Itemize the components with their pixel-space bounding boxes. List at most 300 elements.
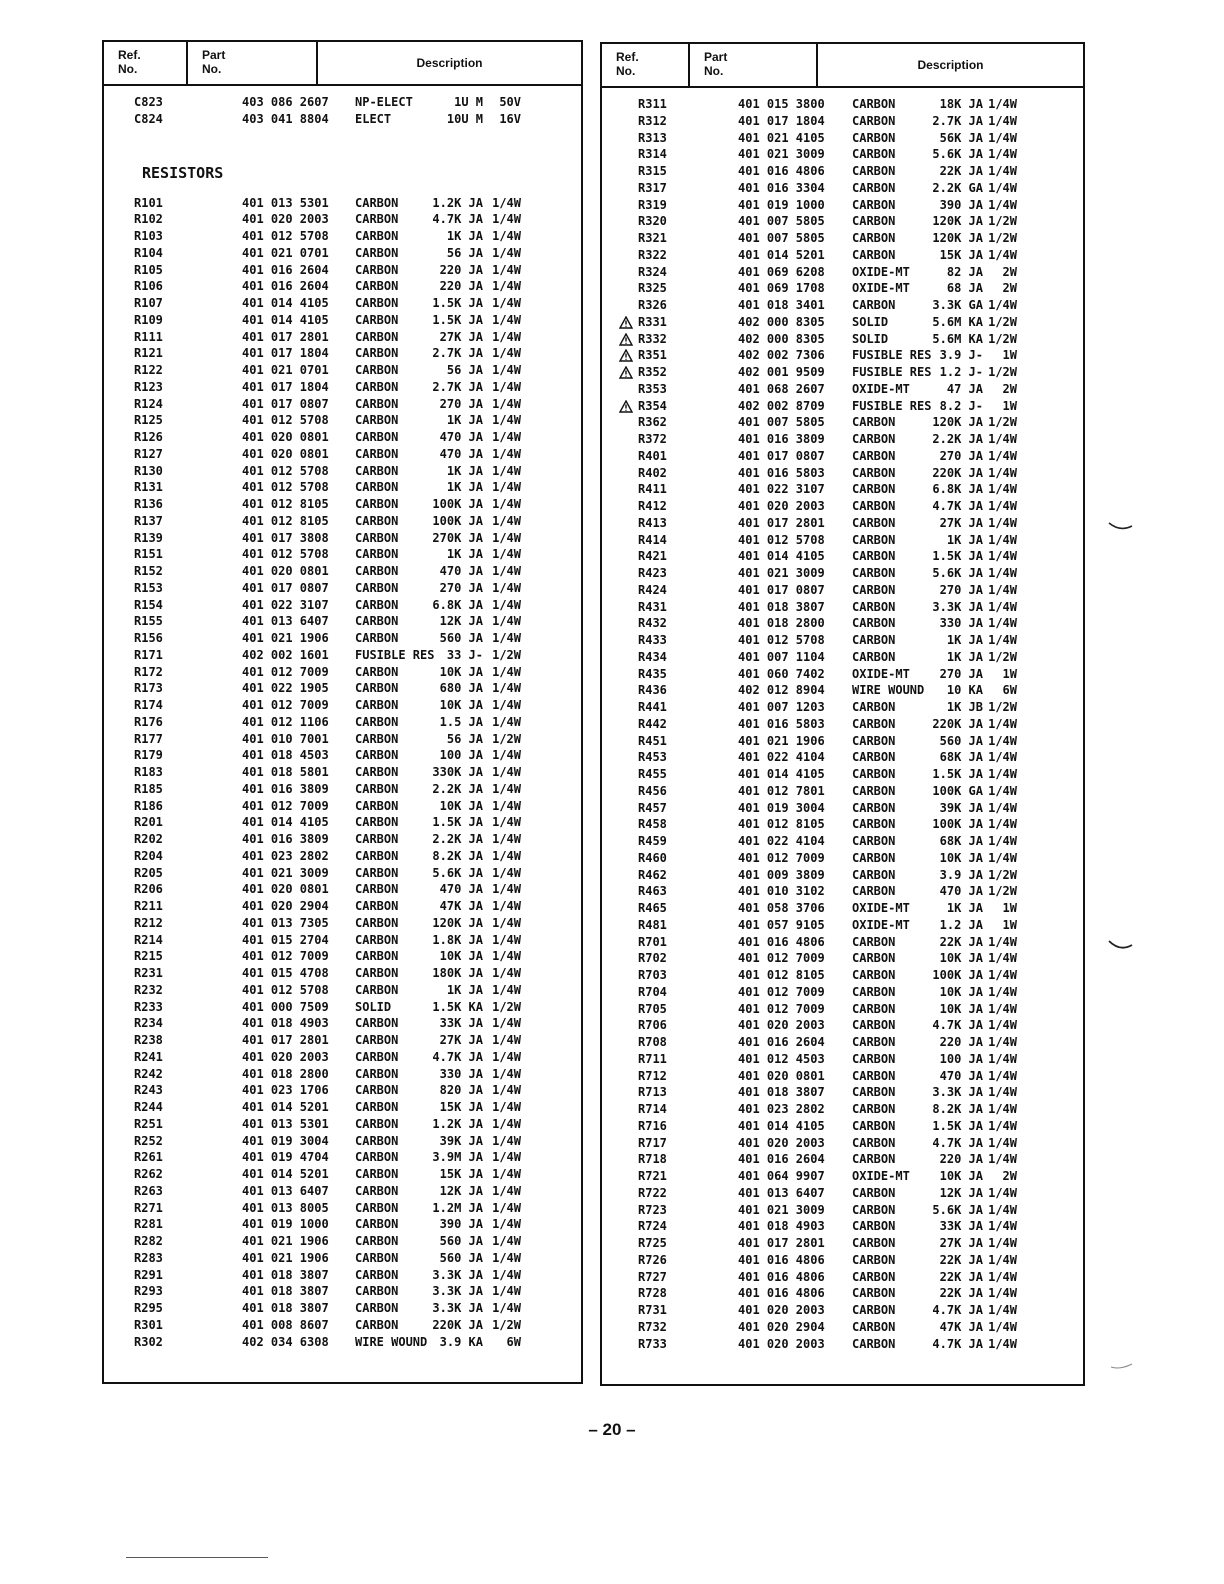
table-row <box>602 816 1083 833</box>
description: CARBON <box>355 765 399 779</box>
rating: 1/4W <box>988 298 1017 312</box>
table-row <box>602 481 1083 498</box>
part-no: 401 019 1000 <box>738 197 825 212</box>
ref-no: R442 <box>638 716 667 731</box>
rating: 1/4W <box>492 664 521 679</box>
part-no: 401 014 4105 <box>242 296 329 310</box>
rating: 1/4W <box>988 733 1017 748</box>
part-no: 401 019 4704 <box>242 1150 329 1165</box>
table-row <box>602 230 1083 247</box>
description: CARBON <box>355 1317 399 1332</box>
value: 39K JA <box>939 800 983 815</box>
part-no: 401 020 2003 <box>738 1135 825 1150</box>
ref-no: R291 <box>134 1267 163 1282</box>
ref-no: R231 <box>134 966 163 980</box>
value: 5.6K JA <box>932 566 983 580</box>
value: 4.7K JA <box>932 499 983 513</box>
value: 220 JA <box>439 262 483 277</box>
value: 100K JA <box>432 497 483 511</box>
ref-no: R171 <box>134 647 163 662</box>
value: 5.6M KA <box>932 314 983 329</box>
table-row <box>602 1202 1083 1219</box>
rating: 1/4W <box>492 597 521 612</box>
rating: 1/2W <box>492 999 521 1014</box>
ref-no: R174 <box>134 698 163 712</box>
value: 1K JA <box>446 413 483 428</box>
table-row <box>104 814 581 831</box>
ref-no: R712 <box>638 1068 667 1083</box>
part-no: 401 012 8105 <box>738 817 825 832</box>
value: 680 JA <box>439 681 483 696</box>
description: CARBON <box>355 966 399 980</box>
description: SOLID <box>852 314 889 329</box>
part-no: 401 013 6407 <box>738 1185 825 1200</box>
ref-no: R111 <box>134 329 163 344</box>
rating: 1/4W <box>492 932 521 947</box>
ref-no: R244 <box>134 1100 163 1114</box>
value: 27K JA <box>939 515 983 530</box>
value: 470 JA <box>439 882 483 897</box>
part-no: 401 016 3809 <box>242 781 329 796</box>
description: CARBON <box>355 949 399 964</box>
table-row <box>104 94 581 111</box>
description: OXIDE-MT <box>852 264 910 279</box>
table-row <box>602 398 1083 415</box>
table-row <box>104 915 581 932</box>
table-row <box>104 781 581 798</box>
rating: 1/4W <box>492 564 521 578</box>
table-row <box>104 613 581 630</box>
description: CARBON <box>852 599 896 614</box>
description: CARBON <box>852 649 896 664</box>
rating: 1/4W <box>988 633 1017 647</box>
rating: 1/4W <box>988 566 1017 580</box>
rating: 1/4W <box>988 1051 1017 1066</box>
rating: 1/4W <box>492 848 521 863</box>
value: 1K JA <box>946 901 983 915</box>
table-row <box>104 982 581 999</box>
ref-no: R130 <box>134 463 163 478</box>
ref-no: R353 <box>638 381 667 396</box>
part-no: 401 017 2801 <box>242 1033 329 1047</box>
value: 10K JA <box>939 984 983 999</box>
part-no: 401 012 5708 <box>242 463 329 478</box>
ref-no: R314 <box>638 147 667 162</box>
description: CARBON <box>355 815 399 830</box>
description: CARBON <box>355 379 399 394</box>
value: 56 JA <box>446 731 483 746</box>
description: CARBON <box>355 1133 399 1148</box>
part-no: 401 016 4806 <box>738 934 825 949</box>
description: CARBON <box>355 1284 399 1299</box>
description: CARBON <box>852 1085 896 1100</box>
rating: 1/4W <box>492 714 521 729</box>
table-row <box>104 245 581 262</box>
description: CARBON <box>852 700 896 714</box>
table-row <box>602 850 1083 867</box>
rating: 1/4W <box>988 767 1017 781</box>
part-no: 401 018 2800 <box>738 616 825 631</box>
rating: 6W <box>1002 683 1017 698</box>
value: 10K JA <box>439 664 483 679</box>
rating: 1/4W <box>988 800 1017 815</box>
rating: 1/2W <box>988 214 1017 229</box>
ref-no: R372 <box>638 432 667 446</box>
description: CARBON <box>355 698 399 712</box>
description: CARBON <box>355 614 399 629</box>
part-no: 401 012 7009 <box>242 698 329 712</box>
rating: 1W <box>1002 398 1017 413</box>
table-row <box>104 1300 581 1317</box>
rating: 1/2W <box>492 1317 521 1332</box>
value: 220 JA <box>939 1035 983 1049</box>
rating: 1/4W <box>492 195 521 210</box>
ref-no: R201 <box>134 815 163 830</box>
part-no: 401 012 8105 <box>738 968 825 982</box>
part-no: 401 018 4903 <box>242 1016 329 1031</box>
ref-no: R155 <box>134 614 163 629</box>
value: 1.5K JA <box>432 312 483 327</box>
description: CARBON <box>852 247 896 262</box>
part-no: 401 019 1000 <box>242 1217 329 1232</box>
table-row <box>602 565 1083 582</box>
rating: 1/4W <box>492 513 521 528</box>
value: 4.7K JA <box>432 1049 483 1064</box>
value: 15K JA <box>439 1100 483 1114</box>
value: 4.7K JA <box>932 1135 983 1150</box>
part-no: 401 008 8607 <box>242 1317 329 1332</box>
value: 56 JA <box>446 363 483 377</box>
part-no: 402 002 1601 <box>242 647 329 662</box>
table-row <box>602 1017 1083 1034</box>
value: 3.9 J- <box>939 348 983 363</box>
table-row <box>602 1084 1083 1101</box>
ref-no: R261 <box>134 1150 163 1165</box>
part-no: 401 016 2604 <box>242 262 329 277</box>
table-row <box>104 1133 581 1150</box>
table-row <box>602 666 1083 683</box>
table-row <box>104 714 581 731</box>
description: CARBON <box>852 1286 896 1301</box>
value: 100 JA <box>939 1051 983 1066</box>
rating: 1/4W <box>988 482 1017 497</box>
rating: 1/4W <box>492 899 521 913</box>
table-row <box>602 749 1083 766</box>
part-no: 401 017 1804 <box>738 113 825 128</box>
value: 120K JA <box>932 415 983 430</box>
description: CARBON <box>852 415 896 430</box>
description: OXIDE-MT <box>852 901 910 915</box>
rating: 1/4W <box>988 465 1017 480</box>
table-row <box>602 314 1083 331</box>
ref-no: R315 <box>638 164 667 178</box>
ref-no: R704 <box>638 984 667 999</box>
table-row <box>104 932 581 949</box>
rating: 6W <box>506 1334 521 1349</box>
part-no: 401 012 7009 <box>738 1001 825 1016</box>
ref-no: R432 <box>638 616 667 631</box>
table-row <box>602 867 1083 884</box>
description: CARBON <box>355 564 399 578</box>
description: CARBON <box>852 432 896 446</box>
table-row <box>602 548 1083 565</box>
part-no: 401 016 2604 <box>738 1035 825 1049</box>
description: OXIDE-MT <box>852 381 910 396</box>
rating: 1/2W <box>988 314 1017 329</box>
ref-no: R453 <box>638 750 667 765</box>
value: 820 JA <box>439 1083 483 1098</box>
value: 4.7K JA <box>932 1336 983 1351</box>
value: 8.2 J- <box>939 398 983 413</box>
table-header <box>104 42 581 86</box>
part-no: 403 086 2607 <box>242 95 329 109</box>
part-no: 401 017 3808 <box>242 530 329 545</box>
ref-no: R731 <box>638 1303 667 1317</box>
ref-no: R232 <box>134 982 163 997</box>
value: 3.3K JA <box>432 1267 483 1282</box>
table-row <box>602 733 1083 750</box>
table-row <box>104 496 581 513</box>
part-no: 402 002 8709 <box>738 398 825 413</box>
ref-no: R441 <box>638 700 667 714</box>
table-row <box>104 965 581 982</box>
table-row <box>602 934 1083 951</box>
part-no: 401 012 5708 <box>242 229 329 243</box>
rating: 1/2W <box>988 700 1017 714</box>
description: CARBON <box>355 865 399 880</box>
description: CARBON <box>852 231 896 245</box>
ref-no: R214 <box>134 932 163 947</box>
table-row <box>104 1149 581 1166</box>
table-row <box>104 764 581 781</box>
ref-no: R252 <box>134 1133 163 1148</box>
value: 1.2M JA <box>432 1200 483 1215</box>
ref-no: R151 <box>134 547 163 562</box>
table-row <box>104 1334 581 1351</box>
ref-no: R211 <box>134 899 163 913</box>
table-row <box>602 347 1083 364</box>
part-no: 401 012 7009 <box>738 951 825 966</box>
part-no: 401 016 3809 <box>242 832 329 846</box>
rating: 1/4W <box>492 1167 521 1181</box>
part-no: 401 013 5301 <box>242 195 329 210</box>
description: CARBON <box>852 1068 896 1083</box>
value: 2.2K JA <box>432 832 483 846</box>
ref-no: R705 <box>638 1001 667 1016</box>
ref-no: R481 <box>638 917 667 932</box>
description: CARBON <box>355 279 399 294</box>
part-no: 401 060 7402 <box>738 666 825 681</box>
table-row <box>104 831 581 848</box>
value: 1.5K JA <box>932 549 983 564</box>
safety-warning-icon <box>619 349 633 362</box>
description: CARBON <box>355 848 399 863</box>
table-row <box>104 530 581 547</box>
ref-no: R702 <box>638 951 667 966</box>
part-no: 401 012 8105 <box>242 513 329 528</box>
value: 33K JA <box>439 1016 483 1031</box>
table-row <box>104 848 581 865</box>
part-no: 401 020 2904 <box>738 1319 825 1334</box>
rating: 1/4W <box>988 1336 1017 1351</box>
value: 220K JA <box>432 1317 483 1332</box>
description: CARBON <box>852 733 896 748</box>
value: 1K JA <box>446 547 483 562</box>
part-no: 401 010 3102 <box>738 884 825 899</box>
description: CARBON <box>852 1336 896 1351</box>
ref-no: R186 <box>134 798 163 813</box>
description: CARBON <box>852 298 896 312</box>
description: CARBON <box>355 312 399 327</box>
description: CARBON <box>852 1185 896 1200</box>
description: CARBON <box>852 566 896 580</box>
ref-no: R431 <box>638 599 667 614</box>
description: CARBON <box>355 1217 399 1232</box>
header-part-label: Part <box>202 48 226 62</box>
part-no: 401 007 1203 <box>738 700 825 714</box>
ref-no: R243 <box>134 1083 163 1098</box>
ref-no: R131 <box>134 480 163 495</box>
ref-no: R154 <box>134 597 163 612</box>
part-no: 401 021 3009 <box>738 1202 825 1217</box>
description: CARBON <box>355 1049 399 1064</box>
value: 3.9 KA <box>439 1334 483 1349</box>
value: 4.7K JA <box>432 212 483 227</box>
rating: 1/4W <box>492 1217 521 1232</box>
part-no: 401 012 7009 <box>738 850 825 865</box>
value: 470 JA <box>939 884 983 899</box>
value: 1K JA <box>946 633 983 647</box>
part-no: 401 012 7009 <box>242 664 329 679</box>
header-part-label: Part <box>704 50 728 64</box>
table-row <box>104 211 581 228</box>
table-row <box>602 280 1083 297</box>
part-no: 401 021 1906 <box>242 631 329 645</box>
table-row <box>602 448 1083 465</box>
part-no: 401 014 4105 <box>738 1118 825 1133</box>
ref-no: R455 <box>638 767 667 781</box>
page-number: – 20 – <box>588 1420 636 1439</box>
header-ref-no-label: No. <box>616 64 636 78</box>
rating: 1/4W <box>492 580 521 595</box>
table-row <box>104 597 581 614</box>
part-no: 401 013 6407 <box>242 614 329 629</box>
rating: 2W <box>1002 381 1017 396</box>
part-no: 401 007 5805 <box>738 214 825 229</box>
value: 270 JA <box>939 448 983 463</box>
part-no: 401 012 7009 <box>242 949 329 964</box>
table-row <box>104 1049 581 1066</box>
value: 22K JA <box>939 1269 983 1284</box>
description: CARBON <box>355 932 399 947</box>
description: CARBON <box>355 982 399 997</box>
rating: 1/4W <box>492 832 521 846</box>
table-row <box>602 984 1083 1001</box>
part-no: 401 016 4806 <box>738 164 825 178</box>
rating: 1/4W <box>492 446 521 461</box>
rating: 2W <box>1002 264 1017 279</box>
value: 1.5K KA <box>432 999 483 1014</box>
table-row <box>104 630 581 647</box>
rating: 1/4W <box>988 783 1017 798</box>
value: 10K JA <box>939 1169 983 1183</box>
table-row <box>104 1216 581 1233</box>
table-row <box>602 833 1083 850</box>
table-row <box>602 532 1083 549</box>
rating: 1/4W <box>492 614 521 629</box>
rating: 1W <box>1002 901 1017 915</box>
value: 1K JA <box>446 982 483 997</box>
table-row <box>104 362 581 379</box>
description: CARBON <box>852 1219 896 1234</box>
ref-no: R726 <box>638 1252 667 1267</box>
description: OXIDE-MT <box>852 666 910 681</box>
ref-no: R332 <box>638 331 667 346</box>
ref-no: R324 <box>638 264 667 279</box>
part-no: 401 014 4105 <box>738 549 825 564</box>
rating: 1/4W <box>492 1200 521 1215</box>
ref-no: R127 <box>134 446 163 461</box>
ref-no: R435 <box>638 666 667 681</box>
ref-no: R320 <box>638 214 667 229</box>
value: 47K JA <box>939 1319 983 1334</box>
part-no: 401 012 7009 <box>242 798 329 813</box>
part-no: 401 020 2904 <box>242 899 329 913</box>
ref-no: R262 <box>134 1167 163 1181</box>
value: 1K JB <box>946 700 983 714</box>
description: CARBON <box>852 97 896 111</box>
value: 1K JA <box>446 480 483 495</box>
rating: 1/4W <box>492 1301 521 1315</box>
rating: 1/4W <box>492 497 521 511</box>
part-no: 401 018 4903 <box>738 1219 825 1234</box>
ref-no: R185 <box>134 781 163 796</box>
table-row <box>104 111 581 128</box>
rating: 1/4W <box>988 968 1017 982</box>
part-no: 401 069 6208 <box>738 264 825 279</box>
value: 18K JA <box>939 97 983 111</box>
value: 180K JA <box>432 966 483 980</box>
rating: 1/2W <box>988 867 1017 882</box>
value: 270 JA <box>439 580 483 595</box>
rating: 1/4W <box>988 1152 1017 1167</box>
ref-no: R462 <box>638 867 667 882</box>
ref-no: R451 <box>638 733 667 748</box>
value: 1K JA <box>946 532 983 547</box>
part-no: 401 016 3304 <box>738 180 825 195</box>
description: CARBON <box>355 262 399 277</box>
table-row <box>104 463 581 480</box>
table-row <box>602 1135 1083 1152</box>
ref-no: R153 <box>134 580 163 595</box>
table-row <box>602 1302 1083 1319</box>
ref-no: R433 <box>638 633 667 647</box>
table-row <box>602 96 1083 113</box>
value: 22K JA <box>939 1252 983 1267</box>
description: CARBON <box>355 346 399 361</box>
ref-no: R205 <box>134 865 163 880</box>
rating: 1/4W <box>492 530 521 545</box>
rating: 1/4W <box>492 631 521 645</box>
value: 330 JA <box>439 1066 483 1081</box>
table-row <box>602 1051 1083 1068</box>
part-no: 401 018 5801 <box>242 765 329 779</box>
table-row <box>602 917 1083 934</box>
value: 82 JA <box>946 264 983 279</box>
table-row <box>104 1200 581 1217</box>
ref-no: R326 <box>638 298 667 312</box>
description: CARBON <box>355 731 399 746</box>
